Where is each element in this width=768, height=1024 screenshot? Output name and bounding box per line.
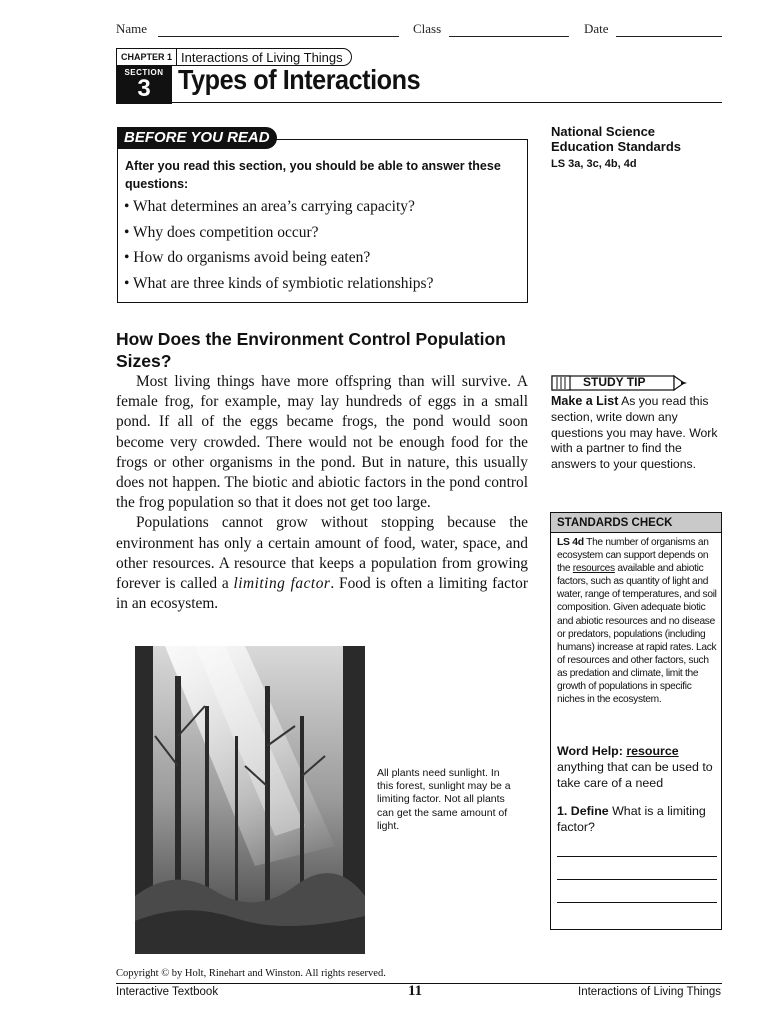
key-term: limiting factor <box>233 575 331 593</box>
paragraph: Populations cannot grow without stopping because the environment has only a certain amount of food, water, space, and other resources. A resource that keeps a population from growing forever is called a limiting factor. Food is often a limiting factor in an ecosystem. <box>116 514 529 613</box>
standards-check-header: STANDARDS CHECK <box>551 513 721 533</box>
footer-book-title: Interactive Textbook <box>116 986 219 998</box>
section-badge <box>116 66 172 104</box>
study-tip-title: Make a List <box>551 394 619 408</box>
copyright: Copyright © by Holt, Rinehart and Winston. All rights reserved. <box>116 968 386 979</box>
name-label: Name <box>116 21 148 36</box>
question-item: • What are three kinds of symbiotic relationships? <box>124 275 434 292</box>
study-tip-text: Make a List As you read this section, write down any questions you may have. Work with a partner to find the answers to your questions. <box>551 394 718 472</box>
study-tip-label: STUDY TIP <box>583 375 646 389</box>
page-number: 11 <box>408 983 423 999</box>
answer-line[interactable] <box>557 856 717 857</box>
footer-chapter-title: Interactions of Living Things <box>578 986 721 998</box>
class-label: Class <box>413 21 442 36</box>
title-rule <box>172 102 722 103</box>
photo-caption: All plants need sunlight. In this forest, sunlight may be a limiting factor. Not all plants can get the same amount of light. <box>377 767 511 832</box>
name-line[interactable] <box>158 36 399 37</box>
section-label: SECTION <box>124 68 164 77</box>
date-line[interactable] <box>616 36 722 37</box>
standards-codes: LS 3a, 3c, 4b, 4d <box>551 158 637 170</box>
class-line[interactable] <box>449 36 569 37</box>
question-item: • How do organisms avoid being eaten? <box>124 249 371 266</box>
answer-line[interactable] <box>557 879 717 880</box>
section-heading: How Does the Environment Control Population Sizes? <box>116 329 506 371</box>
chapter-label: CHAPTER 1 <box>116 48 177 66</box>
word-help: Word Help: resource anything that can be used to take care of a need <box>557 744 713 790</box>
section-number: 3 <box>137 75 151 102</box>
paragraph: Most living things have more offspring than will survive. A female frog, for example, may lay hundreds of eggs in a small pond. If all of the eggs became frogs, the pond would soon become very crowded. There would not be enough food for the frogs or other organisms in the pond. But in nature, this usually does not happen. The biotic and abiotic factors in the pond control the frog population so that it does not get too large. <box>116 373 528 512</box>
forest-photo <box>135 646 365 954</box>
answer-line[interactable] <box>557 902 717 903</box>
question-item: • What determines an area’s carrying capacity? <box>124 198 415 215</box>
question-item: • Why does competition occur? <box>124 224 319 241</box>
standards-check-text: LS 4d The number of organisms an ecosystem can support depends on the resources available and abiotic factors, such as quantity of light and water, range of temperatures, and soil composition. Given adequate biotic and abiotic resources and no disease or predators, populations (including humans) increase at rapid rates. Lack of resources and other factors, such as predation and climate, limit the growth of populations in specific niches in the ecosystem. <box>557 537 717 706</box>
section-title: Types of Interactions <box>178 64 421 95</box>
body-text <box>116 372 528 614</box>
date-label: Date <box>584 21 609 36</box>
define-question: 1. Define What is a limiting factor? <box>557 804 706 834</box>
chapter-title: Interactions of Living Things <box>177 48 352 66</box>
standards-title: National Science Education Standards <box>551 124 682 154</box>
before-you-read-tab: BEFORE YOU READ <box>117 127 277 149</box>
before-you-read-intro: After you read this section, you should be able to answer these questions: <box>125 159 501 191</box>
